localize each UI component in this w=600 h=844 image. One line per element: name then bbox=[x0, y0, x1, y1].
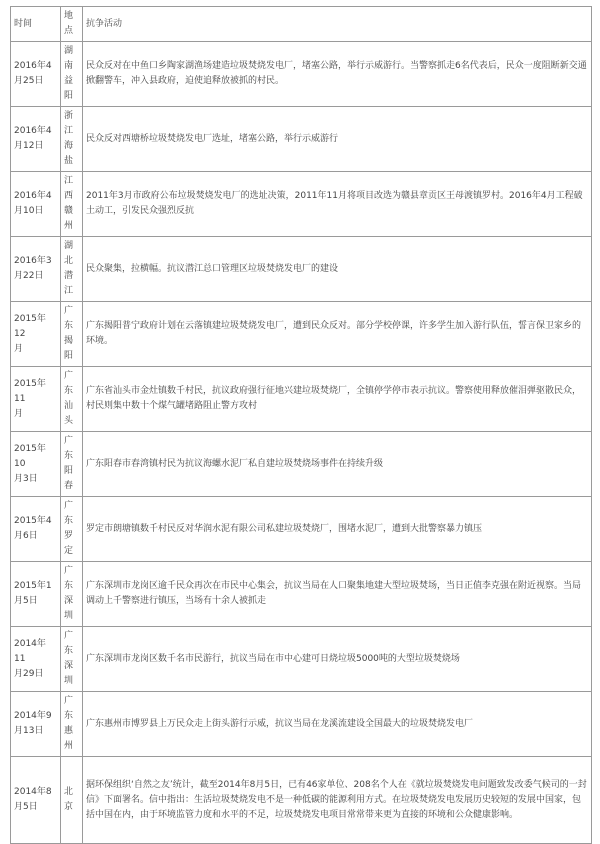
row-time: 2015年4 月6日 bbox=[11, 497, 61, 562]
table-row bbox=[11, 302, 592, 367]
row-activity: 民众反对在中鱼口乡陶家湖渔场建造垃圾焚烧发电厂，堵塞公路，举行示威游行。当警察抓走6名代表后，民众一度阻断新交通掀翻警车，冲入县政府，迫使追释放被抓的村民。 bbox=[83, 42, 592, 107]
row-activity: 广东深圳市龙岗区逾千民众再次在市民中心集会，抗议当局在人口聚集地建大型垃圾焚场，当日正值李克强在附近视察。当局调动上千警察进行镇压，当场有十余人被抓走 bbox=[83, 562, 592, 627]
row-time: 2014年9 月13日 bbox=[11, 692, 61, 757]
table-row bbox=[11, 237, 592, 302]
row-activity: 民众反对西塘桥垃圾焚烧发电厂选址，堵塞公路，举行示威游行 bbox=[83, 107, 592, 172]
row-time: 2015年10 月3日 bbox=[11, 432, 61, 497]
row-place: 湖南 益阳 bbox=[61, 42, 83, 107]
row-place: 江西 赣州 bbox=[61, 172, 83, 237]
protest-table-container bbox=[10, 6, 591, 844]
table-row bbox=[11, 757, 592, 844]
table-header-row bbox=[11, 7, 592, 42]
row-activity: 广东揭阳普宁政府计划在云落镇建垃圾焚烧发电厂，遭到民众反对。部分学校停课，许多学生加入游行队伍，誓言保卫家乡的环境。 bbox=[83, 302, 592, 367]
row-time: 2016年3 月22日 bbox=[11, 237, 61, 302]
row-place: 广东 惠州 bbox=[61, 692, 83, 757]
row-place: 北京 bbox=[61, 757, 83, 844]
row-time: 2014年11 月29日 bbox=[11, 627, 61, 692]
row-place: 湖北 潜江 bbox=[61, 237, 83, 302]
row-place: 浙江 海盐 bbox=[61, 107, 83, 172]
row-place: 广东 汕头 bbox=[61, 367, 83, 432]
row-place: 广东 深圳 bbox=[61, 562, 83, 627]
table-row bbox=[11, 107, 592, 172]
row-time: 2015年11 月 bbox=[11, 367, 61, 432]
protest-table bbox=[10, 6, 592, 844]
row-activity: 据环保组织‘自然之友’统计，截至2014年8月5日，已有46家单位、208名个人在《就垃圾焚烧发电问题致发改委气候司的一封信》下面署名。信中指出：生活垃圾焚烧发电不是一种低碳的能源利用方式。在垃圾焚烧发电发展历史较短的发展中国家，包括中国在内，由于环境监管力度和水平的不足，垃圾焚烧发电项目常常带来更为直接的环境和公众健康影响。 bbox=[83, 757, 592, 844]
row-activity: 广东惠州市博罗县上万民众走上街头游行示威，抗议当局在龙溪流建设全国最大的垃圾焚烧发电厂 bbox=[83, 692, 592, 757]
table-row bbox=[11, 692, 592, 757]
row-activity: 罗定市朗塘镇数千村民反对华润水泥有限公司私建垃圾焚烧厂，围堵水泥厂，遭到大批警察暴力镇压 bbox=[83, 497, 592, 562]
row-place: 广东 揭阳 bbox=[61, 302, 83, 367]
table-row bbox=[11, 562, 592, 627]
table-row bbox=[11, 172, 592, 237]
row-time: 2015年12 月 bbox=[11, 302, 61, 367]
table-row bbox=[11, 432, 592, 497]
table-row bbox=[11, 367, 592, 432]
row-time: 2014年8 月5日 bbox=[11, 757, 61, 844]
row-activity: 2011年3月市政府公布垃圾焚烧发电厂的选址决策，2011年11月将项目改选为赣县章贡区王母渡镇罗村。2016年4月工程破土动工，引发民众强烈反抗 bbox=[83, 172, 592, 237]
row-time: 2016年4 月25日 bbox=[11, 42, 61, 107]
table-row bbox=[11, 497, 592, 562]
table-row bbox=[11, 627, 592, 692]
row-activity: 广东阳春市春湾镇村民为抗议海螺水泥厂私自建垃圾焚烧场事件在持续升级 bbox=[83, 432, 592, 497]
row-activity: 民众聚集，拉横幅。抗议潜江总口管理区垃圾焚烧发电厂的建设 bbox=[83, 237, 592, 302]
row-time: 2016年4 月10日 bbox=[11, 172, 61, 237]
row-place: 广东 罗定 bbox=[61, 497, 83, 562]
row-place: 广东 深圳 bbox=[61, 627, 83, 692]
header-time: 时间 bbox=[11, 7, 61, 42]
row-time: 2015年1 月5日 bbox=[11, 562, 61, 627]
table-row bbox=[11, 42, 592, 107]
header-activity: 抗争活动 bbox=[83, 7, 592, 42]
row-place: 广东 阳春 bbox=[61, 432, 83, 497]
row-activity: 广东深圳市龙岗区数千名市民游行，抗议当局在市中心建可日烧垃圾5000吨的大型垃圾焚烧场 bbox=[83, 627, 592, 692]
row-time: 2016年4 月12日 bbox=[11, 107, 61, 172]
header-place: 地点 bbox=[61, 7, 83, 42]
row-activity: 广东省汕头市金灶镇数千村民，抗议政府强行征地兴建垃圾焚烧厂，全镇停学停市表示抗议。警察使用释放催泪弹驱散民众，村民则集中数十个煤气罐堵路阻止警方攻村 bbox=[83, 367, 592, 432]
